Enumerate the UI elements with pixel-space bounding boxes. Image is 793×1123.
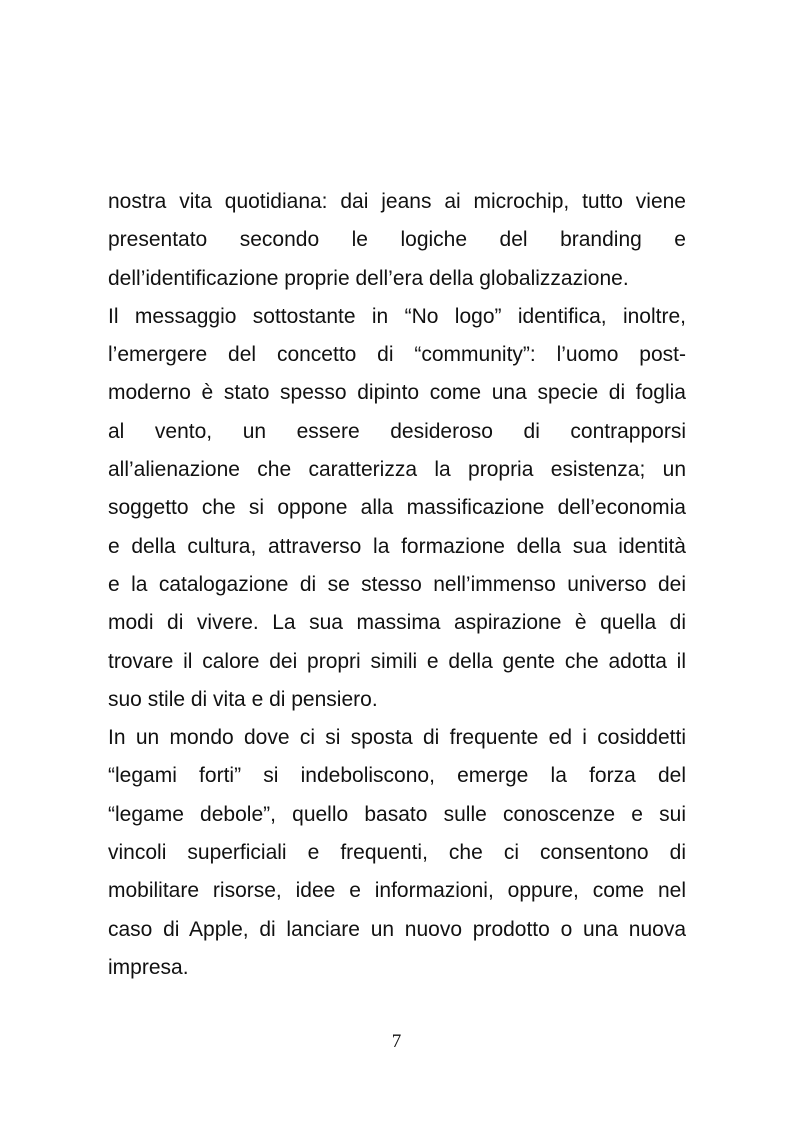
- text-line: nostra vita quotidiana: dai jeans ai microchip, tutto viene: [108, 190, 686, 213]
- text-line: suo stile di vita e di pensiero.: [108, 687, 378, 711]
- text-line: al vento, un essere desideroso di contrapporsi: [108, 419, 686, 443]
- text-line: vincoli superficiali e frequenti, che ci consentono di: [108, 841, 686, 865]
- text-line: caso di Apple, di lanciare un nuovo prodotto o una nuova: [108, 917, 686, 941]
- text-line: l’emergere del concetto di “community”: l’uomo post-: [108, 343, 686, 367]
- text-line: soggetto che si oppone alla massificazione dell’economia: [108, 496, 686, 520]
- body-text: [108, 183, 686, 987]
- text-line: e della cultura, attraverso la formazione della sua identità: [108, 534, 686, 558]
- text-line: “legame debole”, quello basato sulle conoscenze e sui: [108, 802, 686, 826]
- text-line: modi di vivere. La sua massima aspirazione è quella di: [108, 611, 686, 635]
- text-line: In un mondo dove ci si sposta di frequente ed i cosiddetti: [108, 726, 686, 750]
- text-line: trovare il calore dei propri simili e della gente che adotta il: [108, 649, 686, 673]
- text-line: impresa.: [108, 955, 189, 979]
- text-line: moderno è stato spesso dipinto come una specie di foglia: [108, 381, 686, 405]
- text-line: presentato secondo le logiche del branding e: [108, 228, 686, 252]
- text-line: all’alienazione che caratterizza la propria esistenza; un: [108, 458, 686, 482]
- text-line: e la catalogazione di se stesso nell’immenso universo dei: [108, 572, 686, 596]
- page-number: 7: [391, 1031, 402, 1052]
- text-line: “legami forti” si indeboliscono, emerge la forza del: [108, 764, 686, 788]
- text-line: dell’identificazione proprie dell’era della globalizzazione.: [108, 266, 629, 290]
- text-line: mobilitare risorse, idee e informazioni, oppure, come nel: [108, 879, 686, 903]
- text-line: Il messaggio sottostante in “No logo” identifica, inoltre,: [108, 304, 686, 328]
